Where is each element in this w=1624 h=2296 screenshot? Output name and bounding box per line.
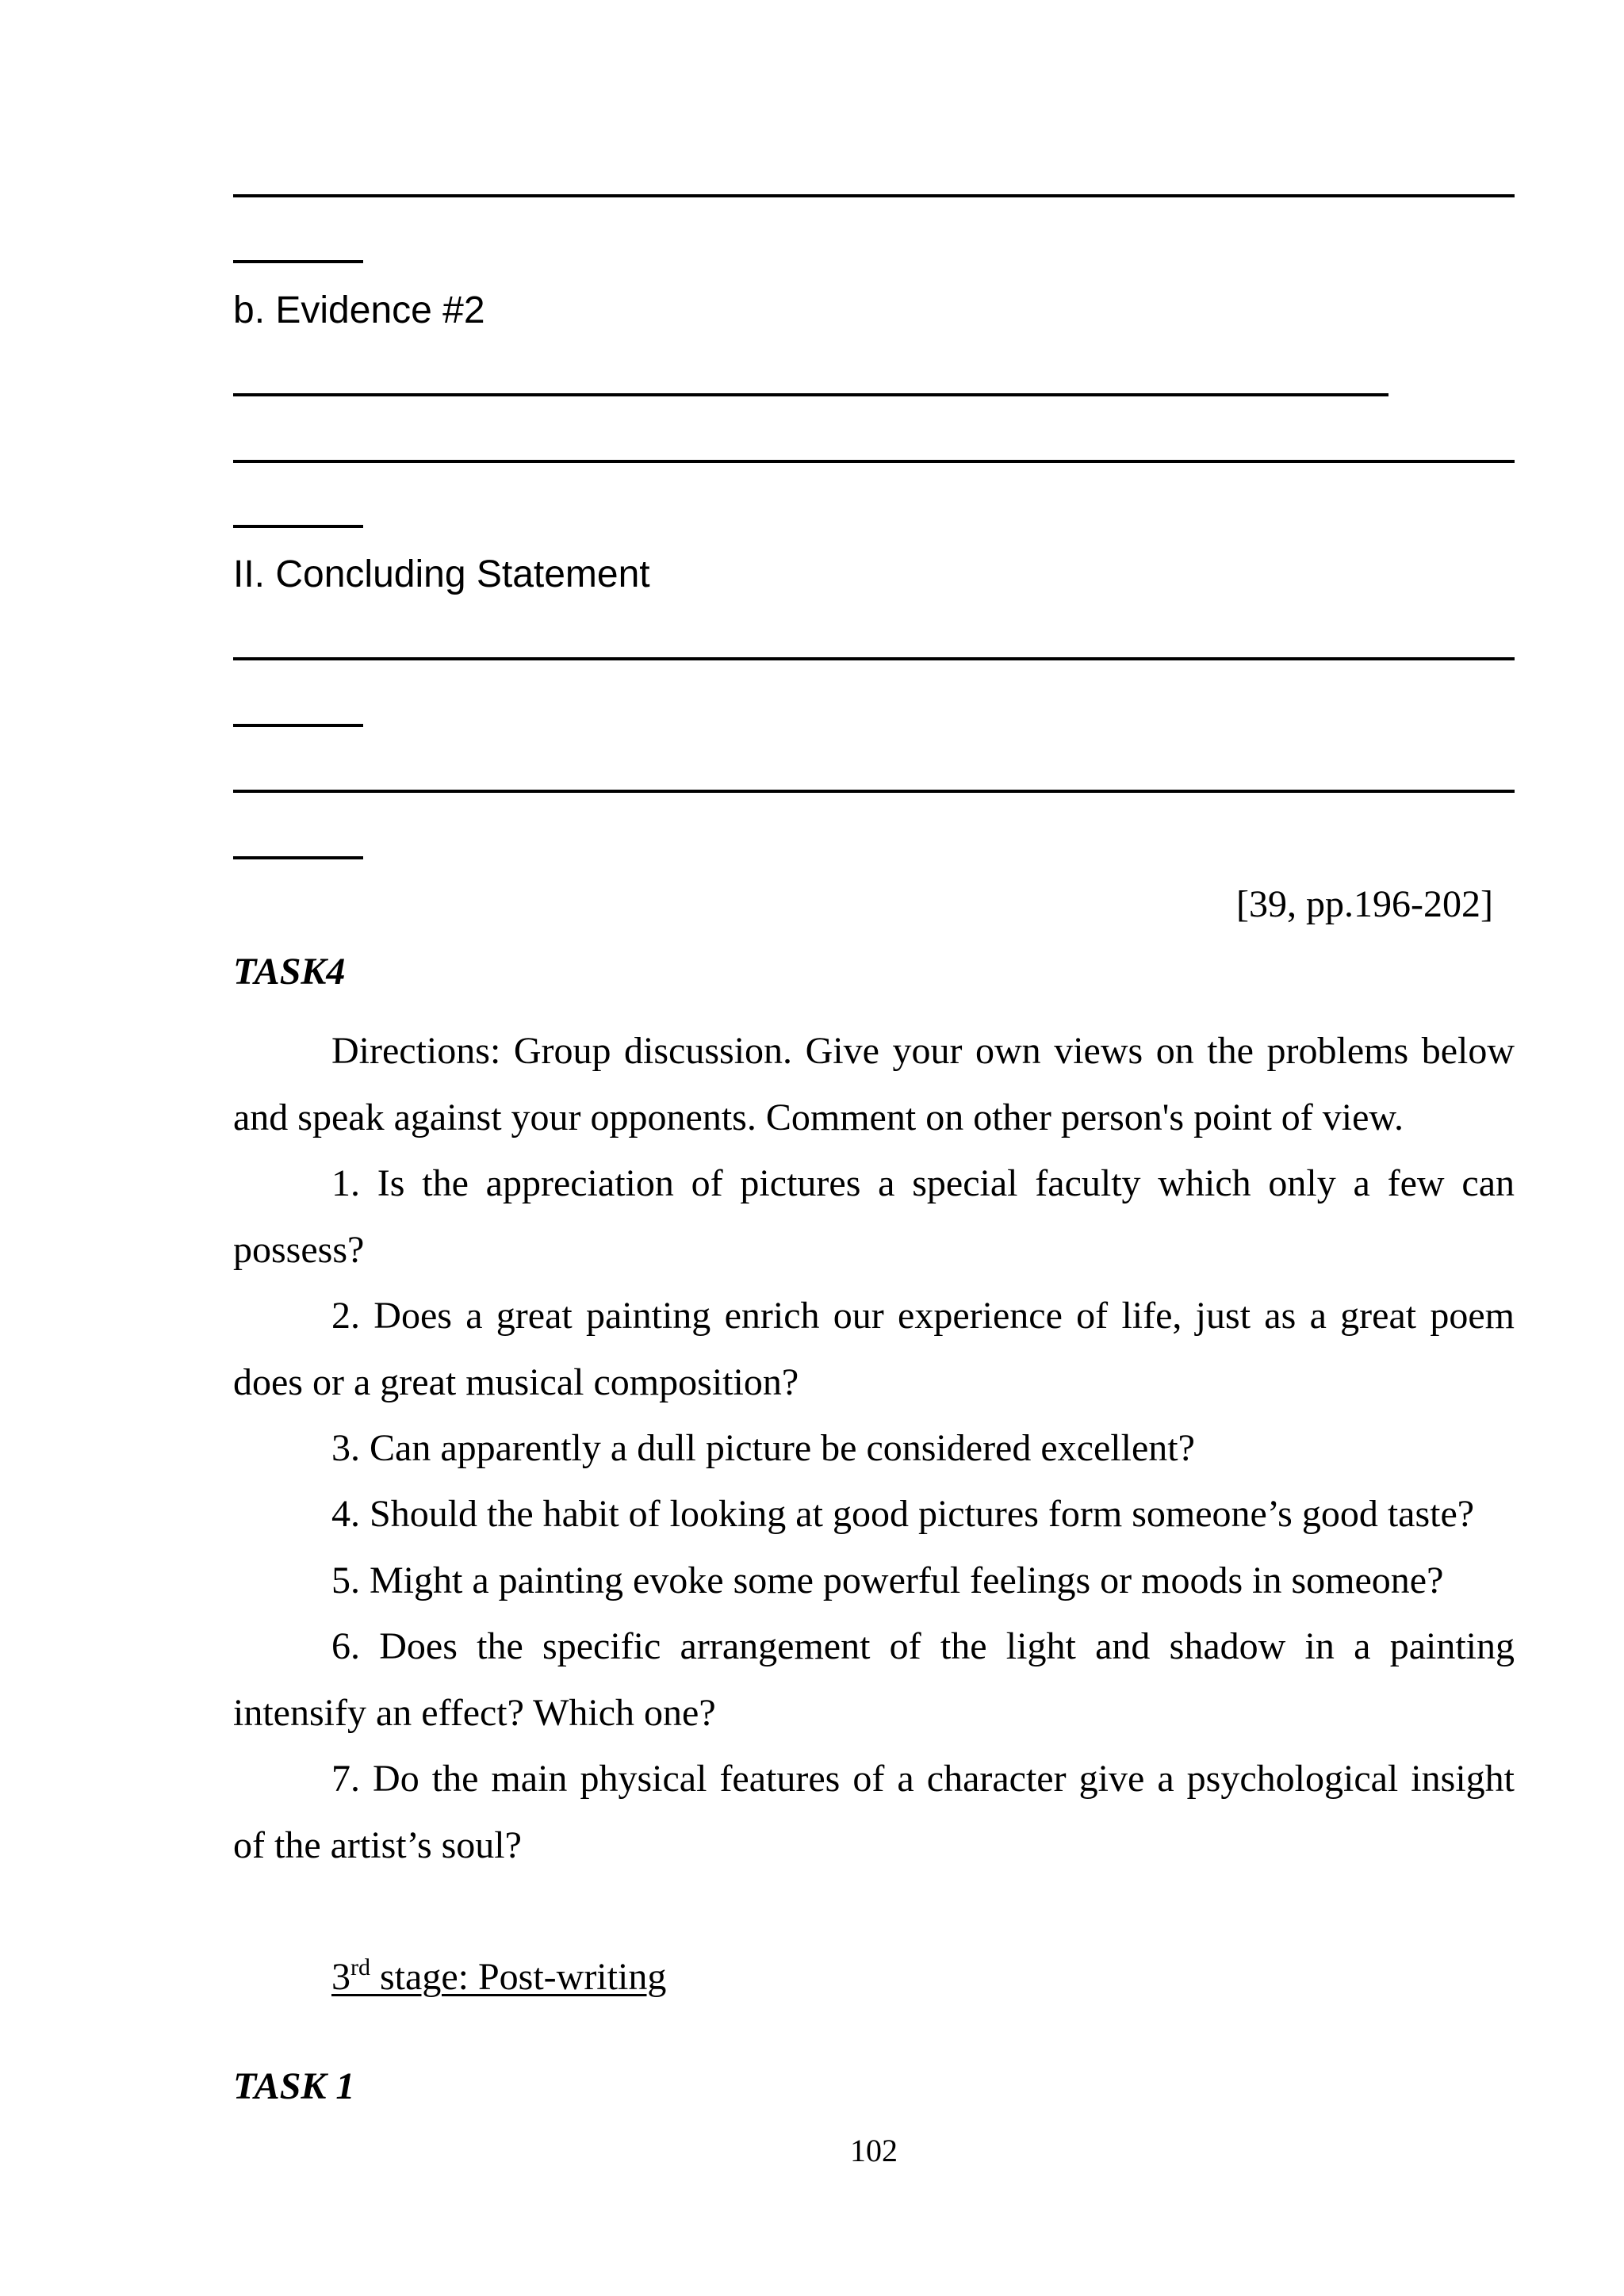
answer-line-short xyxy=(233,856,363,859)
evidence-2-label: b. Evidence #2 xyxy=(233,289,485,331)
question-5: 5. Might a painting evoke some powerful feelings or moods in someone? xyxy=(331,1559,1444,1601)
directions-line-2: and speak against your opponents. Comment on other person's point of view. xyxy=(233,1096,1404,1138)
stage-text: stage: Post-writing xyxy=(370,1956,667,1998)
question-7-line-1: 7. Do the main physical features of a character give a psychological insight xyxy=(331,1758,1515,1800)
directions-line-1: Directions: Group discussion. Give your own views on the problems below xyxy=(331,1030,1515,1072)
answer-line-short xyxy=(233,525,363,528)
answer-line xyxy=(233,657,1515,660)
stage-ordinal-suffix: rd xyxy=(350,1954,370,1980)
stage-heading xyxy=(331,1955,666,1999)
citation: [39, pp.196-202] xyxy=(1236,883,1493,925)
answer-line xyxy=(233,393,1388,396)
question-3: 3. Can apparently a dull picture be considered excellent? xyxy=(331,1427,1195,1469)
answer-line xyxy=(233,790,1515,793)
answer-line xyxy=(233,460,1515,463)
question-7-line-2: of the artist’s soul? xyxy=(233,1824,522,1866)
stage-number: 3 xyxy=(331,1956,350,1998)
page-number: 102 xyxy=(850,2133,898,2168)
task1-heading: TASK 1 xyxy=(233,2065,355,2107)
answer-line-short xyxy=(233,724,363,727)
question-1-line-2: possess? xyxy=(233,1229,365,1271)
task4-heading: TASK4 xyxy=(233,951,346,993)
question-2-line-1: 2. Does a great painting enrich our experience of life, just as a great poem xyxy=(331,1295,1515,1337)
question-1-line-1: 1. Is the appreciation of pictures a special faculty which only a few can xyxy=(331,1162,1515,1204)
answer-line-short xyxy=(233,260,363,263)
concluding-statement-label: II. Concluding Statement xyxy=(233,553,650,595)
question-6-line-1: 6. Does the specific arrangement of the light and shadow in a painting xyxy=(331,1625,1515,1667)
question-2-line-2: does or a great musical composition? xyxy=(233,1361,799,1403)
answer-line xyxy=(233,194,1515,197)
question-6-line-2: intensify an effect? Which one? xyxy=(233,1692,716,1734)
question-4: 4. Should the habit of looking at good pictures form someone’s good taste? xyxy=(331,1493,1475,1535)
